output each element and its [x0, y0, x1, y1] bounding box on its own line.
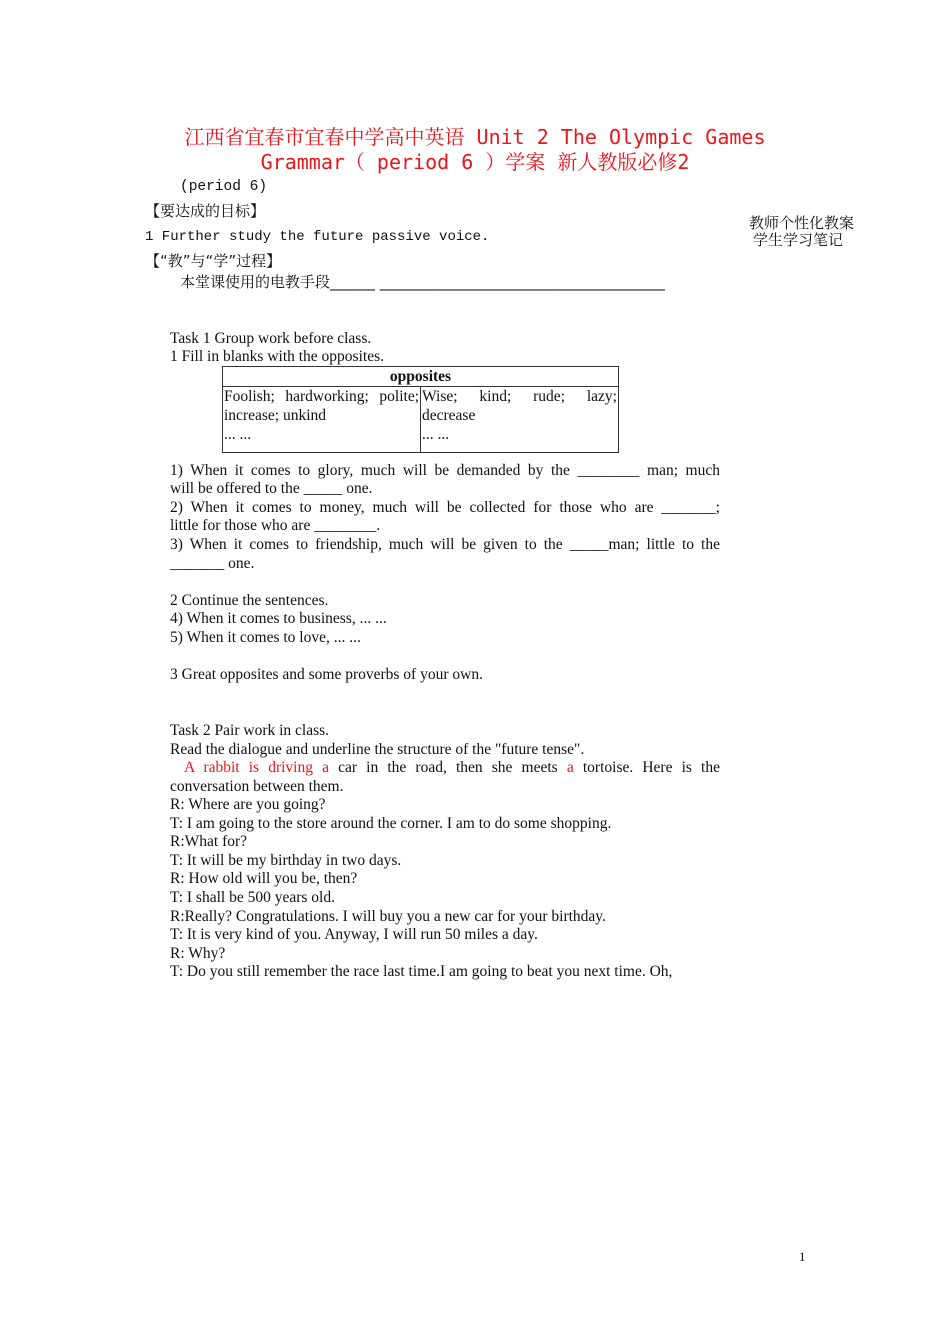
dialogue-line: R:What for? — [170, 833, 248, 850]
intro-end: tortoise. Here is the — [582, 759, 720, 776]
dialogue-line: T: I shall be 500 years old. — [170, 889, 335, 906]
task1-instruction2: 2 Continue the sentences. — [170, 592, 329, 609]
dialogue-line: T: Do you still remember the race last time.I am going to beat you next time. Oh, — [170, 963, 673, 980]
table-header: opposites — [223, 367, 619, 387]
dialogue-line: R: Where are you going? — [170, 796, 326, 813]
dialogue-intro — [184, 759, 720, 777]
dialogue-line: T: I am going to the store around the corner. I am to do some shopping. — [170, 815, 612, 832]
question-1b: will be offered to the _____ one. — [170, 480, 373, 497]
task1-instruction1: 1 Fill in blanks with the opposites. — [170, 348, 384, 365]
intro-red-2: a — [566, 759, 574, 776]
question-1a: 1) When it comes to glory, much will be demanded by the ________ man; much — [170, 462, 720, 479]
question-4: 4) When it comes to business, ... ... — [170, 610, 387, 627]
left-words: Foolish; hardworking; polite; increase; unkind — [224, 388, 419, 424]
side-note-student: 学生学习笔记 — [753, 231, 844, 249]
table-cell-left — [223, 387, 421, 453]
dialogue-line: R:Really? Congratulations. I will buy you a new car for your birthday. — [170, 908, 606, 925]
subtitle: (period 6) — [180, 179, 268, 195]
question-2a: 2) When it comes to money, much will be collected for those who are _______; — [170, 499, 720, 516]
dialogue-line: R: Why? — [170, 945, 226, 962]
dialogue-line: R: How old will you be, then? — [170, 870, 358, 887]
dialogue-line: T: It will be my birthday in two days. — [170, 852, 402, 869]
question-5: 5) When it comes to love, ... ... — [170, 629, 361, 646]
left-ellipsis: ... ... — [224, 426, 252, 443]
question-3b: _______ one. — [170, 555, 255, 572]
question-3a: 3) When it comes to friendship, much will be given to the _____man; little to the — [170, 536, 720, 553]
dialogue-intro-2: conversation between them. — [170, 778, 344, 795]
question-2b: little for those who are ________. — [170, 517, 381, 534]
right-words: Wise; kind; rude; lazy; decrease — [422, 388, 617, 424]
process-heading: 【“教”与“学”过程】 — [145, 252, 282, 270]
right-ellipsis: ... ... — [422, 426, 450, 443]
dialogue-line: T: It is very kind of you. Anyway, I will run 50 miles a day. — [170, 926, 538, 943]
task2-heading: Task 2 Pair work in class. — [170, 722, 330, 739]
title-line-2: Grammar（ period 6 ）学案 新人教版必修2 — [260, 150, 690, 174]
table-cell-right — [421, 387, 619, 453]
side-note-teacher: 教师个性化教案 — [749, 214, 855, 232]
page-number: 1 — [799, 1249, 806, 1264]
goals-heading: 【要达成的目标】 — [145, 202, 266, 220]
opposites-table — [222, 366, 619, 453]
title-line-1: 江西省宜春市宜春中学高中英语 Unit 2 The Olympic Games — [184, 125, 766, 149]
task1-heading: Task 1 Group work before class. — [170, 330, 372, 347]
task2-instruction: Read the dialogue and underline the structure of the "future tense". — [170, 741, 585, 758]
intro-mid: car in the road, then she meets — [338, 759, 558, 776]
media-line: 本堂课使用的电教手段______ ______________________________________ — [180, 273, 665, 291]
goal-1: 1 Further study the future passive voice. — [145, 229, 490, 245]
task1-instruction3: 3 Great opposites and some proverbs of your own. — [170, 666, 483, 683]
intro-red-1: A rabbit is driving a — [184, 759, 329, 776]
